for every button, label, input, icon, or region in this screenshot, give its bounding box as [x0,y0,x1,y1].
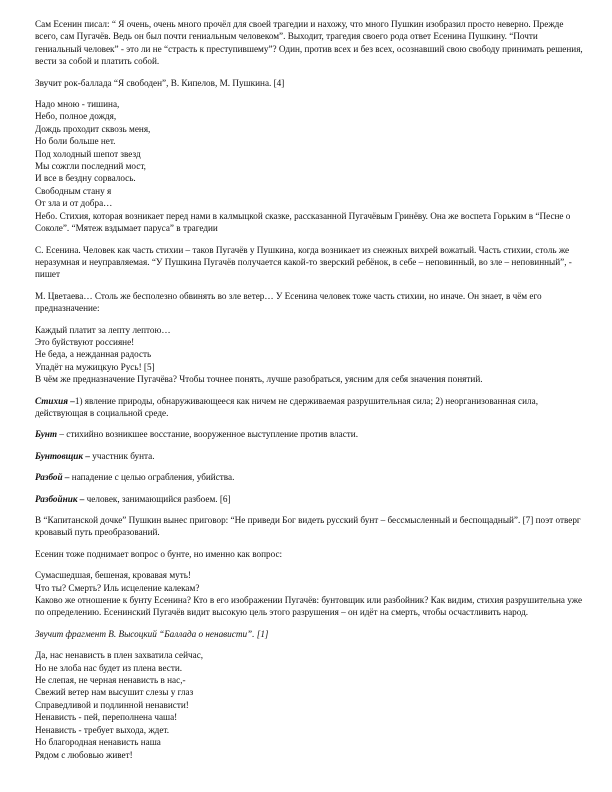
verse-line: Под холодный шепот звезд [35,148,141,159]
verse-line: Не слепая, не черная ненависть в нас,- [35,675,186,686]
paragraph: Сам Есенин писал: “ Я очень, очень много прочёл для своей трагедии и нахожу, что много Пушкин изобразил просто неверно. Прежде всего, сам Пугачёв. Ведь он был почти гениальным человеком”. Выходит, трагедия своего рода ответ Есенина Пушкину. “Почти гениальный человек” - это ли не “страсть к преступившему”? Один, против всех и без всех, осознавший свою свободу принимать решения, вести за собой и платить собой. [35,19,583,67]
verse-line: Дождь проходит сквозь меня, [35,123,151,134]
block-tail-text: Каково же отношение к бунту Есенина? Кто в его изображении Пугачёв: бунтовщик или разбойник? Как видим, стихия разрушительна уже по определению. Есенинский Пугачёв видит высокую цель этого разрушения – он идёт на смерть, чтобы осчастливить народ. [35,595,583,618]
italic-paragraph: Звучит фрагмент В. Высоцкий “Баллада о ненависти”. [1] [35,628,269,639]
verse-block [35,324,585,386]
verse-block [35,569,585,619]
definition-paragraph [35,395,585,420]
verse-line: Свободным стану я [35,185,112,196]
verse-line: Ненависть - требует выхода, ждет. [35,724,170,735]
verse-line: Надо мною - тишина, [35,99,120,110]
verse-block [35,98,585,234]
verse-line: Мы сожгли последний мост, [35,161,146,172]
verse-block [35,649,585,761]
verse-line: Что ты? Смерть? Иль исцеление калекам? [35,582,200,593]
definition-term: Бунт [35,429,58,440]
definition-text: – стихийно возникшее восстание, вооруженное выступление против власти. [57,429,359,440]
document-page [35,18,585,770]
definition-paragraph [35,428,585,440]
verse-line: Это буйствуют россияне! [35,336,135,347]
paragraph: В “Капитанской дочке” Пушкин вынес приговор: “Не приведи Бог видеть русский бунт – бессмысленный и беспощадный”. [7] поэт отверг кровавый путь преобразований. [35,515,581,538]
definition-paragraph [35,493,585,505]
definition-text: участник бунта. [89,450,155,461]
paragraph: С. Есенина. Человек как часть стихии – таков Пугачёв у Пушкина, когда возникает из снежных вихрей вожатый. Часть стихии, столь же неразумная и неуправляемая. “У Пушкина Пугачёв получается какой-то зверский ребёнок, в себе – неповинный, во зле – неповинный”, - пишет [35,244,572,280]
verse-line: Но боли больше нет. [35,136,116,147]
verse-line: Сумасшедшая, бешеная, кровавая муть! [35,570,191,581]
block-tail-text: Небо. Стихия, которая возникает перед нами в калмыцкой сказке, рассказанной Пугачёвым Гринёву. Она же воспета Горьким в “Песне о Соколе”. “Мятеж вздымает паруса” в трагедии [35,210,571,234]
verse-line: Упадёт на мужицкую Русь! [5] [35,361,155,372]
paragraph: Есенин тоже поднимает вопрос о бунте, но именно как вопрос: [35,548,283,559]
verse-line: Но благородная ненависть наша [35,737,161,748]
block-tail-text: В чём же предназначение Пугачёва? Чтобы точнее понять, лучше разобраться, уясним для себя значения понятий. [35,374,483,385]
definition-term: Разбойник – [35,493,85,504]
definition-term: Бунтовщик – [35,450,90,461]
verse-line: Да, нас ненависть в плен захватила сейчас, [35,650,204,661]
verse-line: Свежий ветер нам высушит слезы у глаз [35,687,194,698]
definition-text: человек, занимающийся разбоем. [6] [84,493,231,504]
verse-line: Небо, полное дождя, [35,111,117,122]
definition-text: 1) явление природы, обнаруживающееся как ничем не сдерживаемая разрушительная сила; 2) неорганизованная сила, действующая в социальной среде. [35,395,539,418]
definition-term: Разбой – [35,472,70,483]
verse-line: Каждый платит за лепту лептою… [35,324,171,335]
paragraph: М. Цветаева… Столь же бесполезно обвинять во зле ветер… У Есенина человек тоже часть стихии, но иначе. Он знает, в чём его предназначение: [35,290,542,314]
verse-line: Но не злоба нас будет из плена вести. [35,662,183,673]
verse-line: От зла и от добра… [35,198,113,209]
definition-paragraph [35,471,585,483]
verse-line: И все в бездну сорвалось. [35,173,136,184]
paragraph: Звучит рок-баллада “Я свободен”, В. Кипелов, М. Пушкина. [4] [35,77,285,88]
verse-line: Рядом с любовью живет! [35,749,133,760]
definition-term: Стихия – [35,395,75,406]
verse-line: Не беда, а нежданная радость [35,349,152,360]
definition-text: нападение с целью ограбления, убийства. [69,472,235,483]
verse-line: Ненависть - пей, переполнена чаша! [35,712,178,723]
definition-paragraph [35,450,585,462]
verse-line: Справедливой и подлинной ненависти! [35,699,189,710]
